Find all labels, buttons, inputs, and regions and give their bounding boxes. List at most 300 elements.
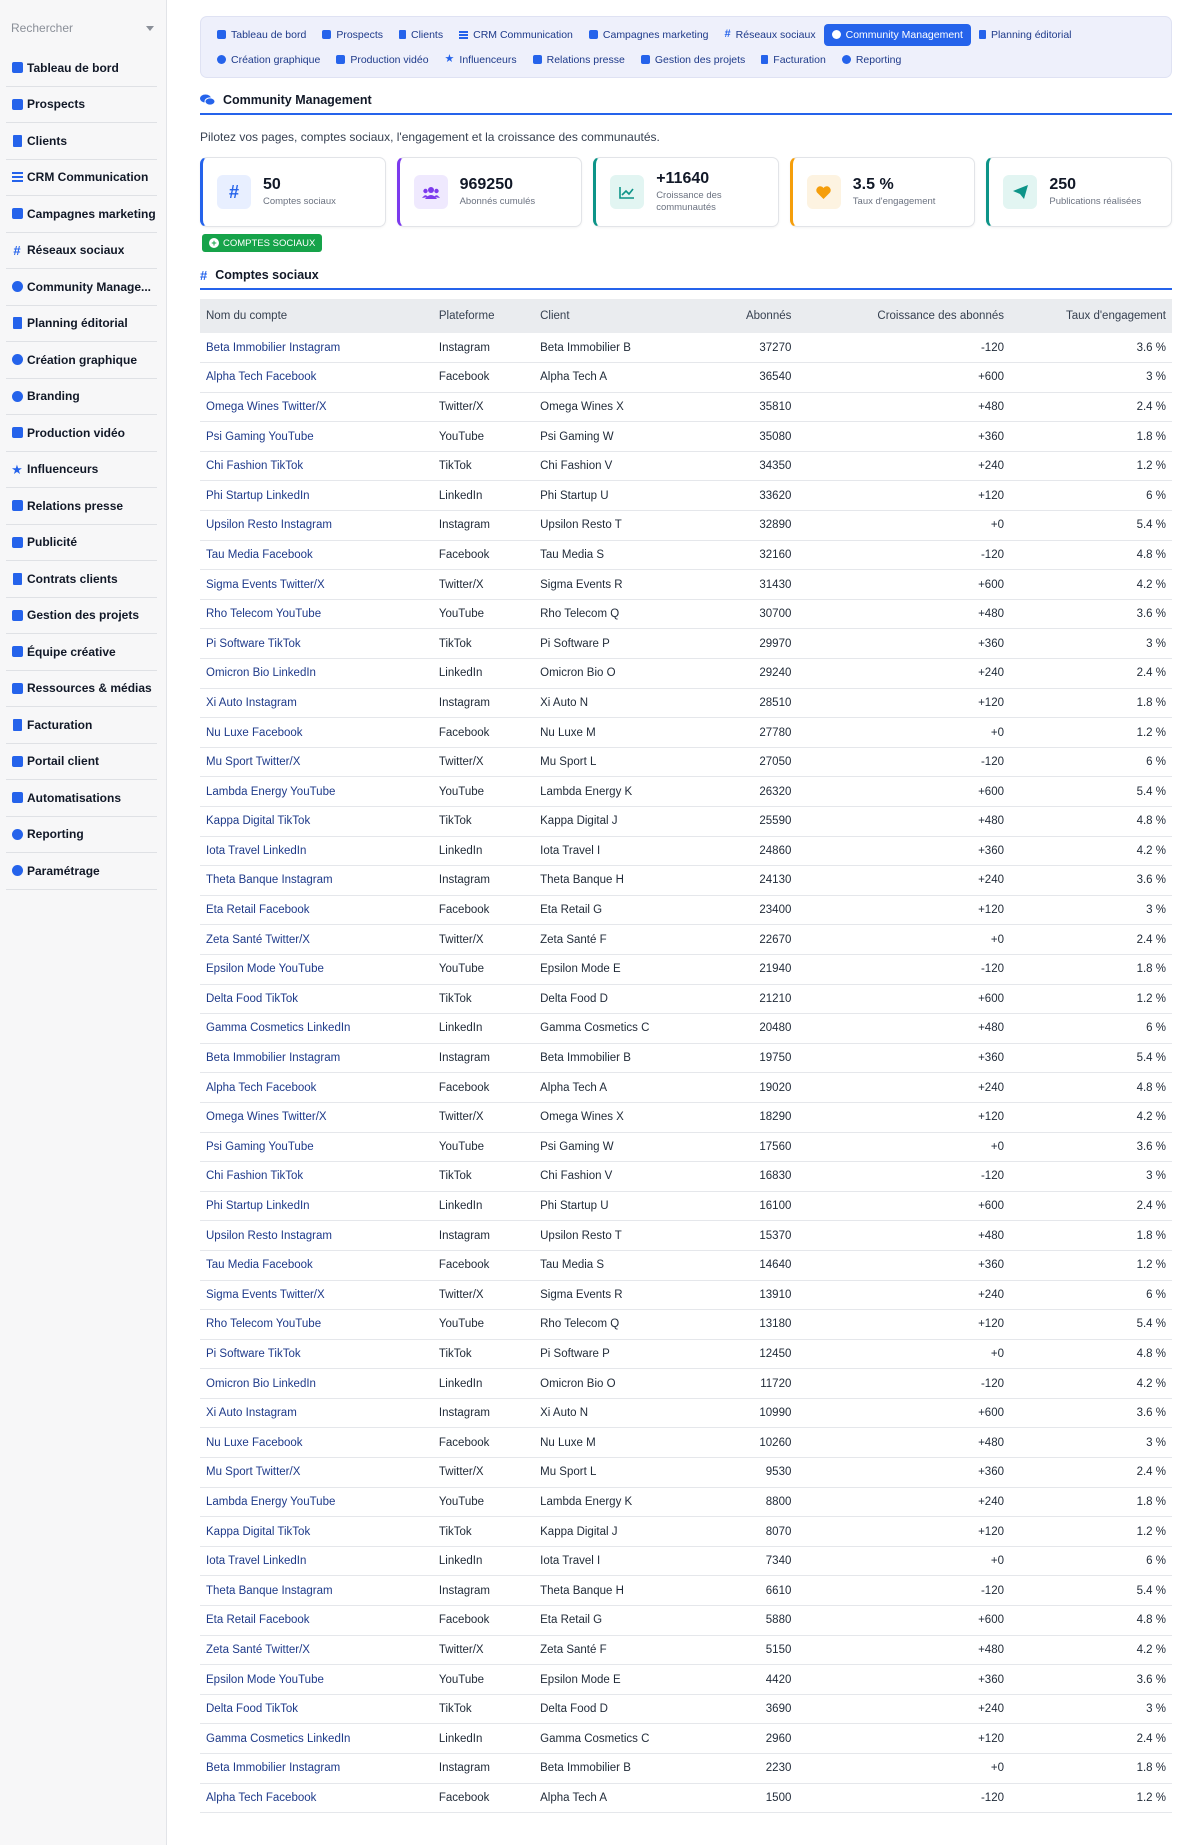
table-cell: +360 — [797, 1043, 1010, 1073]
account-name-link[interactable]: Phi Startup LinkedIn — [200, 1191, 433, 1221]
sidebar-item-label: Reporting — [27, 827, 84, 842]
table-cell: 3 % — [1010, 1162, 1172, 1192]
table-row[interactable] — [200, 895, 1172, 925]
table-row[interactable] — [200, 1428, 1172, 1458]
sidebar-item[interactable] — [6, 598, 157, 635]
table-cell: Mu Sport L — [534, 1458, 686, 1488]
table-cell: Sigma Events R — [534, 1280, 686, 1310]
table-row[interactable] — [200, 1783, 1172, 1813]
account-name-link[interactable]: Chi Fashion TikTok — [200, 451, 433, 481]
account-name-link[interactable]: Omicron Bio LinkedIn — [200, 1369, 433, 1399]
table-cell: Twitter/X — [433, 1458, 534, 1488]
tab[interactable] — [314, 24, 391, 46]
tab[interactable] — [328, 49, 436, 71]
table-row[interactable] — [200, 1665, 1172, 1695]
account-name-link[interactable]: Upsilon Resto Instagram — [200, 1221, 433, 1251]
account-name-link[interactable]: Rho Telecom YouTube — [200, 1310, 433, 1340]
tab-row — [209, 47, 1163, 72]
kpi-card — [397, 157, 583, 227]
megaphone-icon — [10, 207, 24, 221]
table-cell: 6 % — [1010, 747, 1172, 777]
table-cell: +360 — [797, 422, 1010, 452]
kpi-value: +11640 — [656, 169, 710, 187]
table-cell: +120 — [797, 1102, 1010, 1132]
sidebar-item[interactable] — [6, 853, 157, 890]
sidebar-item[interactable] — [6, 707, 157, 744]
table-cell: Instagram — [433, 1398, 534, 1428]
tab-label: Réseaux sociaux — [735, 28, 816, 41]
table-cell: 1.8 % — [1010, 954, 1172, 984]
table-row[interactable] — [200, 1398, 1172, 1428]
tab[interactable] — [437, 49, 525, 71]
table-cell: LinkedIn — [433, 1724, 534, 1754]
account-name-link[interactable]: Mu Sport Twitter/X — [200, 747, 433, 777]
table-row[interactable] — [200, 451, 1172, 481]
account-name-link[interactable]: Eta Retail Facebook — [200, 1606, 433, 1636]
account-name-link[interactable]: Psi Gaming YouTube — [200, 1132, 433, 1162]
table-cell: 3 % — [1010, 895, 1172, 925]
tab-row — [209, 22, 1163, 47]
account-name-link[interactable]: Epsilon Mode YouTube — [200, 1665, 433, 1695]
kpi-cards — [200, 157, 1172, 227]
table-cell: 1.8 % — [1010, 1221, 1172, 1251]
table-cell: LinkedIn — [433, 1014, 534, 1044]
table-row[interactable] — [200, 925, 1172, 955]
sidebar-item[interactable] — [6, 87, 157, 124]
table-cell: 24860 — [686, 836, 797, 866]
sidebar-item[interactable] — [6, 123, 157, 160]
calendar-icon — [10, 316, 24, 330]
sidebar-item-label: Ressources & médias — [27, 681, 152, 696]
table-cell: 18290 — [686, 1102, 797, 1132]
sidebar-item-label: Création graphique — [27, 352, 138, 367]
table-cell: YouTube — [433, 777, 534, 807]
account-name-link[interactable]: Zeta Santé Twitter/X — [200, 1635, 433, 1665]
account-name-link[interactable]: Tau Media Facebook — [200, 540, 433, 570]
comments-icon — [200, 94, 215, 106]
column-header[interactable]: Abonnés — [686, 299, 797, 333]
account-name-link[interactable]: Kappa Digital TikTok — [200, 1517, 433, 1547]
table-cell: TikTok — [433, 1339, 534, 1369]
table-cell: TikTok — [433, 1162, 534, 1192]
table-cell: Facebook — [433, 363, 534, 393]
account-name-link[interactable]: Delta Food TikTok — [200, 984, 433, 1014]
account-name-link[interactable]: Rho Telecom YouTube — [200, 599, 433, 629]
tab[interactable] — [209, 49, 328, 71]
table-cell: Omicron Bio O — [534, 659, 686, 689]
table-row[interactable] — [200, 1162, 1172, 1192]
tab-label: Facturation — [773, 53, 826, 66]
table-row[interactable] — [200, 954, 1172, 984]
account-name-link[interactable]: Gamma Cosmetics LinkedIn — [200, 1014, 433, 1044]
account-name-link[interactable]: Psi Gaming YouTube — [200, 422, 433, 452]
sidebar-item-label: Facturation — [27, 717, 93, 732]
account-name-link[interactable]: Lambda Energy YouTube — [200, 777, 433, 807]
search-select[interactable] — [8, 16, 158, 40]
account-name-link[interactable]: Beta Immobilier Instagram — [200, 333, 433, 363]
table-cell: 27050 — [686, 747, 797, 777]
table-row[interactable] — [200, 836, 1172, 866]
table-cell: Omega Wines X — [534, 392, 686, 422]
sidebar-item-label: Clients — [27, 133, 68, 148]
sidebar-item[interactable] — [6, 196, 157, 233]
table-cell: Lambda Energy K — [534, 777, 686, 807]
column-header[interactable]: Croissance des abonnés — [797, 299, 1010, 333]
table-cell: -120 — [797, 1576, 1010, 1606]
table-cell: +480 — [797, 1635, 1010, 1665]
table-cell: +360 — [797, 836, 1010, 866]
ad-icon — [10, 535, 24, 549]
account-name-link[interactable]: Theta Banque Instagram — [200, 866, 433, 896]
sidebar-item[interactable] — [6, 269, 157, 306]
account-name-link[interactable]: Iota Travel LinkedIn — [200, 836, 433, 866]
column-header[interactable]: Nom du compte — [200, 299, 433, 333]
table-cell: Facebook — [433, 1428, 534, 1458]
table-cell: Omicron Bio O — [534, 1369, 686, 1399]
table-cell: Facebook — [433, 1250, 534, 1280]
table-cell: Kappa Digital J — [534, 807, 686, 837]
table-cell: +600 — [797, 570, 1010, 600]
account-name-link[interactable]: Lambda Energy YouTube — [200, 1487, 433, 1517]
sidebar-item[interactable] — [6, 50, 157, 87]
table-cell: 4.8 % — [1010, 1073, 1172, 1103]
table-row[interactable] — [200, 1014, 1172, 1044]
table-cell: -120 — [797, 333, 1010, 363]
table-row[interactable] — [200, 718, 1172, 748]
account-name-link[interactable]: Gamma Cosmetics LinkedIn — [200, 1724, 433, 1754]
table-cell: 2.4 % — [1010, 392, 1172, 422]
table-row[interactable] — [200, 1487, 1172, 1517]
account-name-link[interactable]: Pi Software TikTok — [200, 629, 433, 659]
table-cell: 3.6 % — [1010, 599, 1172, 629]
table-row[interactable] — [200, 1073, 1172, 1103]
table-row[interactable] — [200, 1369, 1172, 1399]
sidebar-item[interactable] — [6, 452, 157, 489]
table-row[interactable] — [200, 570, 1172, 600]
table-cell: Epsilon Mode E — [534, 954, 686, 984]
table-row[interactable] — [200, 481, 1172, 511]
table-cell: 19750 — [686, 1043, 797, 1073]
tab[interactable] — [717, 24, 824, 46]
table-row[interactable] — [200, 1458, 1172, 1488]
table-cell: +360 — [797, 1458, 1010, 1488]
sidebar-item[interactable] — [6, 817, 157, 854]
table-cell: YouTube — [433, 1487, 534, 1517]
account-name-link[interactable]: Xi Auto Instagram — [200, 688, 433, 718]
contract-icon — [10, 572, 24, 586]
account-name-link[interactable]: Epsilon Mode YouTube — [200, 954, 433, 984]
sidebar-item-label: Gestion des projets — [27, 608, 140, 623]
table-cell: -120 — [797, 747, 1010, 777]
table-cell: Psi Gaming W — [534, 1132, 686, 1162]
table-cell: Pi Software P — [534, 1339, 686, 1369]
table-cell: TikTok — [433, 629, 534, 659]
sidebar-item[interactable] — [6, 488, 157, 525]
table-row[interactable] — [200, 747, 1172, 777]
account-name-link[interactable]: Omega Wines Twitter/X — [200, 1102, 433, 1132]
table-cell: 6 % — [1010, 1280, 1172, 1310]
hashtag-icon: # — [217, 175, 251, 209]
account-name-link[interactable]: Omicron Bio LinkedIn — [200, 659, 433, 689]
table-row[interactable] — [200, 688, 1172, 718]
tab[interactable] — [209, 24, 314, 46]
kpi-value: 250 — [1049, 175, 1077, 193]
sidebar-item-label: Tableau de bord — [27, 60, 119, 75]
table-row[interactable] — [200, 1606, 1172, 1636]
table-cell: 1.8 % — [1010, 688, 1172, 718]
table-cell: Phi Startup U — [534, 481, 686, 511]
table-cell: 6 % — [1010, 1546, 1172, 1576]
social-accounts-table — [200, 299, 1172, 1813]
sidebar-item-label: Influenceurs — [27, 462, 99, 477]
account-name-link[interactable]: Iota Travel LinkedIn — [200, 1546, 433, 1576]
table-row[interactable] — [200, 659, 1172, 689]
table-cell: Rho Telecom Q — [534, 599, 686, 629]
table-cell: 15370 — [686, 1221, 797, 1251]
table-row[interactable] — [200, 1102, 1172, 1132]
table-row[interactable] — [200, 422, 1172, 452]
table-row[interactable] — [200, 540, 1172, 570]
table-cell: Zeta Santé F — [534, 925, 686, 955]
table-cell: Instagram — [433, 1043, 534, 1073]
account-name-link[interactable]: Alpha Tech Facebook — [200, 363, 433, 393]
kpi-text — [1049, 176, 1141, 208]
kpi-label: Abonnés cumulés — [459, 195, 536, 207]
kpi-card — [200, 157, 386, 227]
table-cell: 4.8 % — [1010, 540, 1172, 570]
table-cell: Instagram — [433, 1754, 534, 1784]
table-cell: Iota Travel I — [534, 836, 686, 866]
star-icon: ★ — [11, 461, 23, 477]
table-row[interactable] — [200, 629, 1172, 659]
table-row[interactable] — [200, 1517, 1172, 1547]
table-row[interactable] — [200, 777, 1172, 807]
account-name-link[interactable]: Upsilon Resto Instagram — [200, 511, 433, 541]
sidebar-item[interactable] — [6, 525, 157, 562]
tab[interactable] — [581, 24, 717, 46]
tab-label: Tableau de bord — [231, 28, 307, 41]
sidebar-item[interactable] — [6, 671, 157, 708]
table-header-row — [200, 299, 1172, 333]
account-name-link[interactable]: Eta Retail Facebook — [200, 895, 433, 925]
table-cell: Twitter/X — [433, 392, 534, 422]
tab[interactable] — [451, 24, 581, 46]
table-row[interactable] — [200, 1339, 1172, 1369]
tab-label: Relations presse — [546, 53, 625, 66]
sidebar-item[interactable] — [6, 379, 157, 416]
table-cell: 4.2 % — [1010, 570, 1172, 600]
account-name-link[interactable]: Mu Sport Twitter/X — [200, 1458, 433, 1488]
table-row[interactable] — [200, 333, 1172, 363]
sidebar-item-label: Équipe créative — [27, 644, 116, 659]
table-cell: 35080 — [686, 422, 797, 452]
table-cell: Nu Luxe M — [534, 718, 686, 748]
tab[interactable] — [753, 49, 834, 71]
table-cell: -120 — [797, 1783, 1010, 1813]
sidebar-item[interactable] — [6, 744, 157, 781]
table-cell: 2230 — [686, 1754, 797, 1784]
table-cell: +480 — [797, 807, 1010, 837]
table-cell: Omega Wines X — [534, 1102, 686, 1132]
account-name-link[interactable]: Phi Startup LinkedIn — [200, 481, 433, 511]
account-name-link[interactable]: Beta Immobilier Instagram — [200, 1754, 433, 1784]
table-cell: 17560 — [686, 1132, 797, 1162]
kpi-label: Comptes sociaux — [263, 195, 336, 207]
table-row[interactable] — [200, 866, 1172, 896]
photo-video-icon — [10, 681, 24, 695]
kpi-text — [656, 170, 736, 215]
table-cell: 26320 — [686, 777, 797, 807]
table-cell: 21940 — [686, 954, 797, 984]
table-cell: TikTok — [433, 1694, 534, 1724]
table-cell: +0 — [797, 925, 1010, 955]
table-cell: Instagram — [433, 333, 534, 363]
account-name-link[interactable]: Kappa Digital TikTok — [200, 807, 433, 837]
tab[interactable] — [633, 49, 753, 71]
table-row[interactable] — [200, 1043, 1172, 1073]
table-cell: Instagram — [433, 511, 534, 541]
table-row[interactable] — [200, 363, 1172, 393]
table-cell: LinkedIn — [433, 1191, 534, 1221]
table-cell: 5150 — [686, 1635, 797, 1665]
table-cell: 9530 — [686, 1458, 797, 1488]
table-row[interactable] — [200, 807, 1172, 837]
table-row[interactable] — [200, 1132, 1172, 1162]
paper-plane-icon — [1003, 175, 1037, 209]
account-name-link[interactable]: Nu Luxe Facebook — [200, 1428, 433, 1458]
robot-icon — [10, 791, 24, 805]
table-row[interactable] — [200, 1191, 1172, 1221]
sidebar-item[interactable] — [6, 415, 157, 452]
table-cell: -120 — [797, 1162, 1010, 1192]
gear-icon — [10, 864, 24, 878]
account-name-link[interactable]: Alpha Tech Facebook — [200, 1073, 433, 1103]
table-row[interactable] — [200, 392, 1172, 422]
table-row[interactable] — [200, 1694, 1172, 1724]
table-row[interactable] — [200, 1546, 1172, 1576]
account-name-link[interactable]: Nu Luxe Facebook — [200, 718, 433, 748]
column-header[interactable]: Client — [534, 299, 686, 333]
project-diagram-icon — [10, 608, 24, 622]
table-cell: 3 % — [1010, 629, 1172, 659]
account-name-link[interactable]: Tau Media Facebook — [200, 1250, 433, 1280]
table-cell: Facebook — [433, 1073, 534, 1103]
tab[interactable] — [391, 24, 451, 46]
users-icon — [414, 175, 448, 209]
account-name-link[interactable]: Omega Wines Twitter/X — [200, 392, 433, 422]
table-cell: Alpha Tech A — [534, 1073, 686, 1103]
account-name-link[interactable]: Theta Banque Instagram — [200, 1576, 433, 1606]
table-row[interactable] — [200, 1724, 1172, 1754]
table-cell: +240 — [797, 451, 1010, 481]
table-row[interactable] — [200, 1310, 1172, 1340]
table-cell: LinkedIn — [433, 659, 534, 689]
table-cell: 1.8 % — [1010, 1487, 1172, 1517]
table-cell: Tau Media S — [534, 540, 686, 570]
tab[interactable] — [834, 49, 910, 71]
table-cell: 4.8 % — [1010, 807, 1172, 837]
newspaper-icon — [10, 499, 24, 513]
column-header[interactable]: Plateforme — [433, 299, 534, 333]
table-row[interactable] — [200, 1635, 1172, 1665]
page-subtitle: Pilotez vos pages, comptes sociaux, l'engagement et la croissance des communautés. — [200, 130, 660, 144]
table-cell: LinkedIn — [433, 1546, 534, 1576]
add-social-account-button[interactable] — [202, 234, 322, 252]
table-row[interactable] — [200, 984, 1172, 1014]
table-cell: 1.2 % — [1010, 1517, 1172, 1547]
list-icon — [10, 170, 24, 184]
kpi-card — [593, 157, 779, 227]
table-cell: Instagram — [433, 1576, 534, 1606]
account-name-link[interactable]: Delta Food TikTok — [200, 1694, 433, 1724]
table-cell: +120 — [797, 895, 1010, 925]
table-row[interactable] — [200, 1576, 1172, 1606]
table-cell: LinkedIn — [433, 836, 534, 866]
table-cell: 1.2 % — [1010, 984, 1172, 1014]
table-cell: 3 % — [1010, 1694, 1172, 1724]
sidebar-item[interactable] — [6, 233, 157, 270]
project-diagram-icon — [641, 55, 650, 64]
sidebar-item[interactable] — [6, 561, 157, 598]
table-cell: 2960 — [686, 1724, 797, 1754]
table-row[interactable] — [200, 599, 1172, 629]
sidebar-item[interactable] — [6, 342, 157, 379]
table-cell: 1500 — [686, 1783, 797, 1813]
account-name-link[interactable]: Alpha Tech Facebook — [200, 1783, 433, 1813]
account-name-link[interactable]: Pi Software TikTok — [200, 1339, 433, 1369]
sidebar-item[interactable] — [6, 780, 157, 817]
tab-label: Planning éditorial — [990, 28, 1072, 41]
tab[interactable] — [824, 24, 971, 46]
table-cell: 35810 — [686, 392, 797, 422]
account-name-link[interactable]: Sigma Events Twitter/X — [200, 570, 433, 600]
table-body — [200, 333, 1172, 1813]
table-cell: 5.4 % — [1010, 511, 1172, 541]
tab[interactable] — [525, 49, 633, 71]
table-cell: Rho Telecom Q — [534, 1310, 686, 1340]
table-row[interactable] — [200, 1754, 1172, 1784]
table-cell: 5.4 % — [1010, 777, 1172, 807]
hashtag-icon: # — [200, 267, 208, 283]
tab[interactable] — [971, 24, 1080, 46]
video-icon — [10, 426, 24, 440]
table-cell: 16830 — [686, 1162, 797, 1192]
table-cell: Lambda Energy K — [534, 1487, 686, 1517]
account-name-link[interactable]: Beta Immobilier Instagram — [200, 1043, 433, 1073]
account-name-link[interactable]: Sigma Events Twitter/X — [200, 1280, 433, 1310]
table-row[interactable] — [200, 1280, 1172, 1310]
table-cell: Tau Media S — [534, 1250, 686, 1280]
table-cell: 3.6 % — [1010, 1665, 1172, 1695]
table-row[interactable] — [200, 1250, 1172, 1280]
sidebar-item[interactable] — [6, 634, 157, 671]
dashboard-icon — [10, 61, 24, 75]
table-cell: 3690 — [686, 1694, 797, 1724]
sidebar-item[interactable] — [6, 306, 157, 343]
chart-pie-icon — [842, 55, 851, 64]
table-cell: +120 — [797, 1310, 1010, 1340]
tab-label: Influenceurs — [459, 53, 517, 66]
account-name-link[interactable]: Zeta Santé Twitter/X — [200, 925, 433, 955]
account-name-link[interactable]: Xi Auto Instagram — [200, 1398, 433, 1428]
sidebar-item[interactable] — [6, 160, 157, 197]
account-name-link[interactable]: Chi Fashion TikTok — [200, 1162, 433, 1192]
column-header[interactable]: Taux d'engagement — [1010, 299, 1172, 333]
table-row[interactable] — [200, 1221, 1172, 1251]
table-cell: Psi Gaming W — [534, 422, 686, 452]
sidebar-item-label: Campagnes marketing — [27, 206, 156, 221]
table-row[interactable] — [200, 511, 1172, 541]
